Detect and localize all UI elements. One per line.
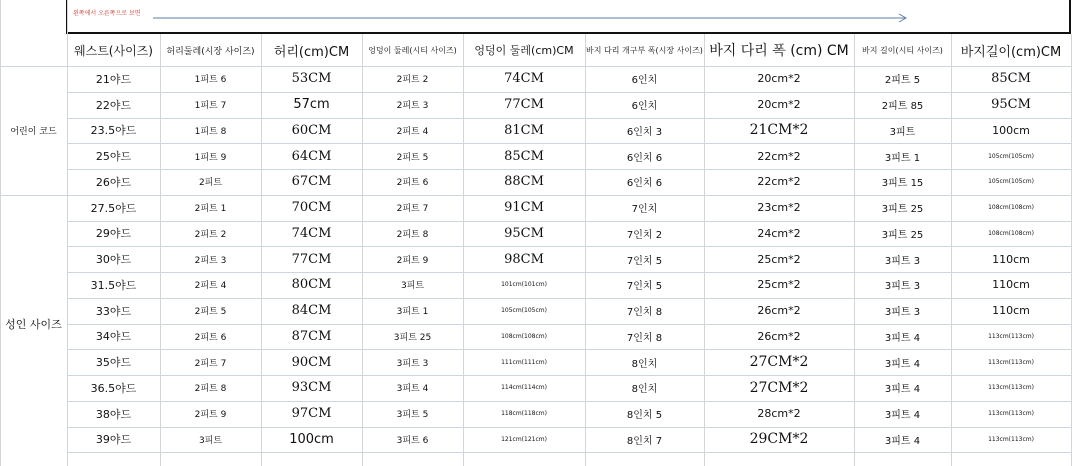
table-cell: 27CM*2 — [749, 379, 809, 396]
table-cell: 3피트 1 — [396, 307, 429, 318]
table-cell: 2피트 1 — [194, 204, 227, 215]
column-header: 엉덩이 둘레(시티 사이즈) — [368, 45, 457, 55]
table-cell: 27.5야드 — [90, 201, 137, 215]
table-cell: 1피트 9 — [194, 152, 227, 163]
table-cell: 28cm*2 — [757, 407, 801, 421]
table-cell: 6인치 6 — [626, 152, 663, 164]
table-cell: 88CM — [504, 174, 544, 190]
table-cell: 2피트 8 — [194, 384, 227, 395]
table-cell: 29야드 — [95, 227, 132, 241]
table-cell: 3피트 25 — [393, 332, 432, 343]
table-cell: 81CM — [504, 122, 544, 138]
table-cell: 3피트 25 — [881, 229, 924, 241]
table-cell: 3피트 4 — [884, 410, 921, 422]
table-cell: 1피트 7 — [194, 101, 227, 112]
column-header: 허리(cm)CM — [273, 44, 350, 60]
table-cell: 110cm — [992, 278, 1030, 292]
table-cell: 2피트 3 — [194, 255, 227, 266]
table-cell: 2피트 2 — [194, 229, 227, 240]
table-cell: 84CM — [291, 303, 332, 319]
table-cell: 21CM*2 — [749, 122, 809, 139]
table-cell: 3피트 3 — [884, 281, 921, 293]
table-cell: 113cm(113cm) — [988, 358, 1034, 366]
table-cell: 121cm(121cm) — [501, 435, 547, 443]
table-cell: 60CM — [291, 122, 332, 138]
table-cell: 2피트 5 — [396, 152, 429, 163]
table-cell: 95CM — [991, 97, 1031, 113]
table-cell: 22cm*2 — [757, 175, 801, 189]
table-cell: 30야드 — [95, 253, 132, 267]
table-cell: 26cm*2 — [757, 329, 801, 343]
grid-vline — [1071, 34, 1072, 466]
table-cell: 21야드 — [95, 72, 132, 86]
table-cell: 2피트 7 — [194, 358, 227, 369]
table-cell: 25cm*2 — [757, 252, 801, 266]
table-cell: 22cm*2 — [757, 149, 801, 163]
table-cell: 108cm(108cm) — [988, 229, 1034, 237]
table-cell: 7인치 5 — [626, 255, 663, 267]
table-cell: 108cm(108cm) — [988, 204, 1034, 212]
table-cell: 64CM — [291, 148, 332, 164]
table-cell: 108cm(108cm) — [501, 332, 547, 340]
table-cell: 85CM — [991, 71, 1031, 87]
table-cell: 3피트 15 — [881, 178, 924, 190]
table-cell: 7인치 — [631, 204, 658, 216]
table-cell: 8인치 — [631, 384, 658, 396]
table-cell: 110cm — [992, 252, 1030, 266]
right-arrow-icon — [153, 13, 913, 23]
column-header: 바지 다리 개구부 폭(시장 사이즈) — [586, 45, 703, 55]
column-header: 바지길이(cm)CM — [960, 44, 1062, 60]
table-cell: 113cm(113cm) — [988, 410, 1034, 418]
table-cell: 113cm(113cm) — [988, 332, 1034, 340]
table-cell: 77CM — [291, 251, 332, 267]
row-group-label: 성인 사이즈 — [5, 317, 62, 331]
table-cell: 25야드 — [95, 150, 132, 164]
table-cell: 110cm — [992, 304, 1030, 318]
table-cell: 2피트 9 — [194, 410, 227, 421]
table-cell: 53CM — [291, 71, 332, 87]
table-cell: 7인치 8 — [626, 332, 663, 344]
table-cell: 2피트 6 — [396, 178, 429, 189]
table-cell: 6인치 3 — [626, 126, 663, 138]
table-cell: 91CM — [504, 200, 544, 216]
table-cell: 8인치 7 — [626, 435, 663, 447]
note-text: 왼쪽에서 오른쪽으로 보면 — [73, 10, 141, 17]
table-cell: 114cm(114cm) — [501, 384, 547, 392]
corner-cell — [0, 0, 66, 34]
table-cell: 2피트 7 — [396, 204, 429, 215]
table-cell: 26cm*2 — [757, 304, 801, 318]
table-cell: 2피트 9 — [396, 255, 429, 266]
table-cell: 39야드 — [95, 433, 132, 447]
table-cell: 31.5야드 — [90, 278, 137, 292]
column-header: 바지 길이(시티 사이즈) — [862, 45, 943, 55]
table-cell: 8인치 — [631, 358, 658, 370]
table-cell: 105cm(105cm) — [501, 307, 547, 315]
note-box — [66, 0, 1071, 34]
table-cell: 74CM — [504, 71, 544, 87]
table-cell: 26야드 — [95, 175, 132, 189]
table-cell: 7인치 2 — [626, 229, 663, 241]
table-cell: 7인치 5 — [626, 281, 663, 293]
table-cell: 113cm(113cm) — [988, 384, 1034, 392]
table-cell: 2피트 85 — [881, 101, 924, 113]
table-cell: 3피트 4 — [884, 358, 921, 370]
table-cell: 70CM — [291, 200, 332, 216]
table-cell: 3피트 4 — [884, 435, 921, 447]
table-cell: 2피트 — [198, 178, 223, 189]
table-cell: 2피트 3 — [396, 101, 429, 112]
table-cell: 2피트 5 — [884, 75, 921, 87]
table-cell: 95CM — [504, 225, 544, 241]
table-cell: 98CM — [504, 251, 544, 267]
table-cell: 3피트 3 — [396, 358, 429, 369]
table-cell: 20cm*2 — [757, 72, 801, 86]
table-cell: 34야드 — [95, 330, 132, 344]
column-header: 바지 다리 폭 (cm) CM — [709, 43, 849, 59]
table-cell: 25cm*2 — [757, 278, 801, 292]
table-cell: 6인치 — [631, 101, 658, 113]
table-cell: 2피트 8 — [396, 229, 429, 240]
table-cell: 2피트 6 — [194, 332, 227, 343]
column-header: 허리둘레(시장 사이즈) — [166, 46, 255, 57]
table-cell: 3피트 4 — [884, 384, 921, 396]
table-cell: 8인치 5 — [626, 410, 663, 422]
table-cell: 3피트 3 — [884, 307, 921, 319]
table-cell: 111cm(111cm) — [501, 358, 547, 366]
table-cell: 57cm — [293, 97, 330, 113]
table-cell: 7인치 8 — [626, 307, 663, 319]
table-cell: 97CM — [291, 406, 332, 422]
table-cell: 27CM*2 — [749, 354, 809, 371]
table-cell: 6인치 6 — [626, 178, 663, 190]
row-group-label: 어린이 코드 — [10, 126, 57, 137]
table-cell: 38야드 — [95, 407, 132, 421]
table-cell: 35야드 — [95, 356, 132, 370]
table-cell: 23cm*2 — [757, 201, 801, 215]
table-cell: 23.5야드 — [90, 124, 137, 138]
table-cell: 100cm — [992, 123, 1030, 137]
table-cell: 3피트 6 — [396, 435, 429, 446]
table-cell: 67CM — [291, 174, 332, 190]
table-cell: 118cm(118cm) — [501, 410, 547, 418]
table-cell: 22야드 — [95, 98, 132, 112]
table-cell: 80CM — [291, 277, 332, 293]
table-cell: 36.5야드 — [90, 381, 137, 395]
table-cell: 2피트 4 — [194, 281, 227, 292]
table-cell: 2피트 4 — [396, 126, 429, 137]
table-cell: 3피트 4 — [884, 332, 921, 344]
table-cell: 101cm(101cm) — [501, 281, 547, 289]
table-cell: 6인치 — [631, 75, 658, 87]
table-cell: 3피트 5 — [396, 410, 429, 421]
table-cell: 3피트 — [400, 281, 425, 292]
column-header: 엉덩이 둘레(cm)CM — [474, 44, 574, 57]
table-cell: 1피트 6 — [194, 75, 227, 86]
table-cell: 24cm*2 — [757, 226, 801, 240]
table-cell: 3피트 1 — [884, 152, 921, 164]
table-cell: 85CM — [504, 148, 544, 164]
table-cell: 20cm*2 — [757, 98, 801, 112]
table-cell: 105cm(105cm) — [988, 178, 1034, 186]
table-cell: 3피트 — [889, 126, 916, 138]
table-cell: 2피트 5 — [194, 307, 227, 318]
table-cell: 2피트 2 — [396, 75, 429, 86]
table-cell: 87CM — [291, 328, 332, 344]
table-cell: 93CM — [291, 380, 332, 396]
table-cell: 3피트 4 — [396, 384, 429, 395]
table-cell: 74CM — [291, 225, 332, 241]
table-cell: 90CM — [291, 354, 332, 370]
table-cell: 3피트 — [198, 435, 223, 446]
table-cell: 29CM*2 — [749, 431, 809, 448]
table-cell: 113cm(113cm) — [988, 435, 1034, 443]
table-cell: 77CM — [504, 97, 544, 113]
table-cell: 33야드 — [95, 304, 132, 318]
table-cell: 3피트 25 — [881, 204, 924, 216]
table-cell: 1피트 8 — [194, 126, 227, 137]
table-cell: 105cm(105cm) — [988, 152, 1034, 160]
table-cell: 3피트 3 — [884, 255, 921, 267]
column-header: 웨스트(사이즈) — [74, 43, 153, 58]
table-cell: 100cm — [289, 431, 334, 447]
